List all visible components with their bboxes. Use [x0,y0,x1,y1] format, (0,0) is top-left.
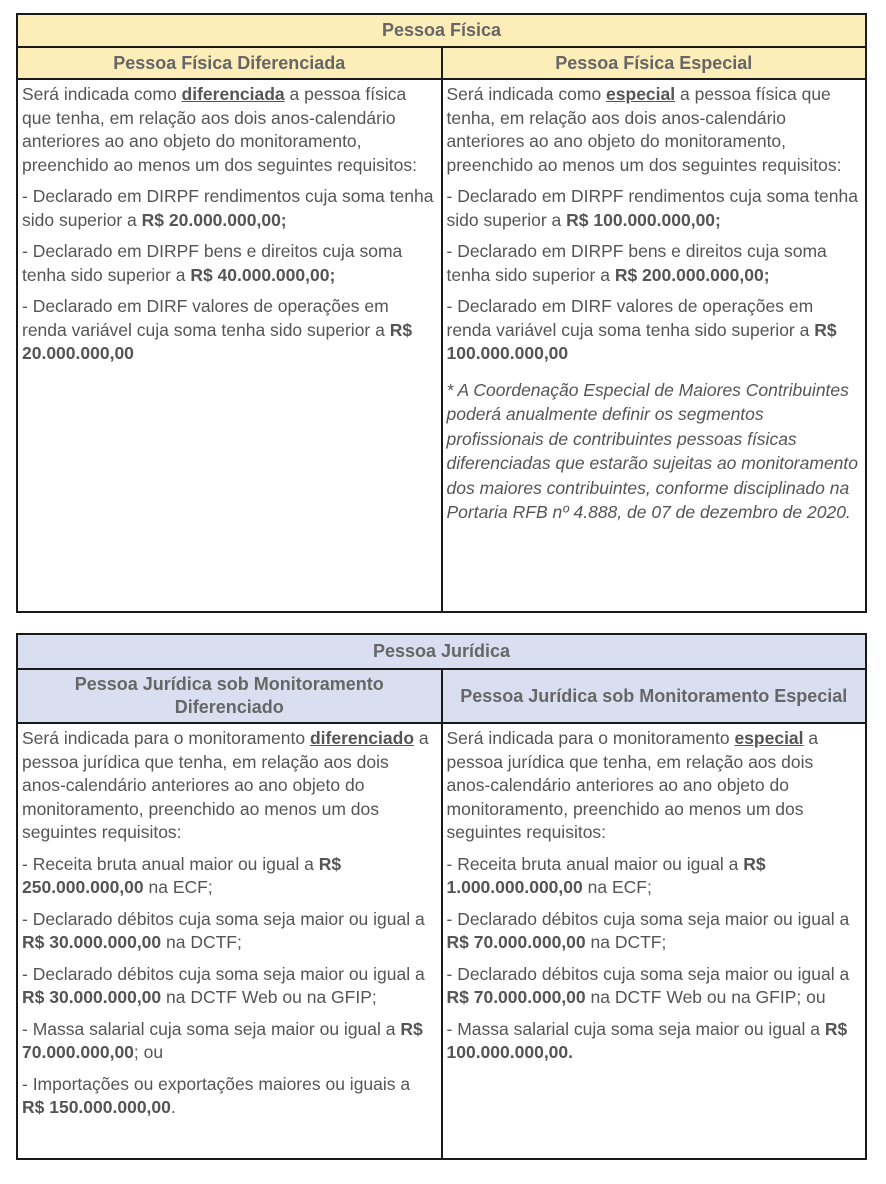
pf-diferenciada-req-1: - Declarado em DIRPF rendimentos cuja soma tenha sido superior a R$ 20.000.000,00; [22,186,434,230]
pessoa-fisica-title: Pessoa Física [17,14,866,47]
pj-diferenciado-req-3: - Declarado débitos cuja soma seja maior ou igual a R$ 30.000.000,00 na DCTF Web ou na GFIP; [22,963,425,1007]
pj-especial-keyword: especial [734,728,804,748]
pf-diferenciada-header: Pessoa Física Diferenciada [17,47,442,79]
pf-especial-note: * A Coordenação Especial de Maiores Contribuintes poderá anualmente definir os segmentos profissionais de contribuintes pessoas físicas diferenciadas que estarão sujeitas ao monitoramento dos maiores contribuintes, conforme disciplinado na Portaria RFB nº 4.888, de 07 de dezembro de 2020. [446,379,858,522]
pf-especial-req-2: - Declarado em DIRPF bens e direitos cuja soma tenha sido superior a R$ 200.000.000,00; [446,241,827,285]
pj-especial-req-1: - Receita bruta anual maior ou igual a R$ 1.000.000.000,00 na ECF; [446,853,766,897]
pj-especial-req-2: - Declarado débitos cuja soma seja maior ou igual a R$ 70.000.000,00 na DCTF; [446,908,850,952]
pj-diferenciado-req-1: - Receita bruta anual maior ou igual a R$ 250.000.000,00 na ECF; [22,853,342,897]
pj-diferenciado-header: Pessoa Jurídica sob Monitoramento Diferenciado [17,669,442,723]
pj-especial-cell [442,723,867,1159]
pj-diferenciado-intro: Será indicada para o monitoramento diferenciado a pessoa jurídica que tenha, em relação aos dois anos-calendário anteriores ao ano objeto do monitoramento, preenchido ao menos um dos seguintes requisitos: [22,728,429,842]
pf-especial-req-3: - Declarado em DIRF valores de operações em renda variável cuja soma tenha sido superior a R$ 100.000.000,00 [446,296,837,363]
pj-diferenciado-req-2: - Declarado débitos cuja soma seja maior ou igual a R$ 30.000.000,00 na DCTF; [22,908,425,952]
pj-especial-req-4: - Massa salarial cuja soma seja maior ou igual a R$ 100.000.000,00. [446,1018,848,1062]
pj-diferenciado-keyword: diferenciado [309,728,415,748]
pj-diferenciado-req-4: - Massa salarial cuja soma seja maior ou igual a R$ 70.000.000,00; ou [22,1018,423,1062]
pf-diferenciada-keyword: diferenciada [181,84,285,104]
pessoa-juridica-table [16,633,867,1160]
pf-especial-intro: Será indicada como especial a pessoa física que tenha, em relação aos dois anos-calendário anteriores ao ano objeto do monitoramento, preenchido ao menos um dos seguintes requisitos: [446,84,842,175]
pj-especial-header: Pessoa Jurídica sob Monitoramento Especial [442,669,867,723]
pf-especial-req-1: - Declarado em DIRPF rendimentos cuja soma tenha sido superior a R$ 100.000.000,00; [446,186,858,230]
pj-especial-intro: Será indicada para o monitoramento especial a pessoa jurídica que tenha, em relação aos dois anos-calendário anteriores ao ano objeto do monitoramento, preenchido ao menos um dos seguintes requisitos: [446,728,819,842]
pf-especial-cell [442,79,867,612]
pj-diferenciado-req-5: - Importações ou exportações maiores ou iguais a R$ 150.000.000,00. [22,1073,411,1117]
pf-diferenciada-req-3: - Declarado em DIRF valores de operações em renda variável cuja soma tenha sido superior a R$ 20.000.000,00 [22,296,413,363]
pf-diferenciada-cell [17,79,442,612]
pessoa-juridica-title: Pessoa Jurídica [17,634,866,669]
pessoa-fisica-table [16,13,867,613]
pf-diferenciada-req-2: - Declarado em DIRPF bens e direitos cuja soma tenha sido superior a R$ 40.000.000,00; [22,241,403,285]
pf-especial-keyword: especial [606,84,676,104]
pf-diferenciada-intro: Será indicada como diferenciada a pessoa física que tenha, em relação aos dois anos-calendário anteriores ao ano objeto do monitoramento, preenchido ao menos um dos seguintes requisitos: [22,84,417,175]
pj-especial-req-3: - Declarado débitos cuja soma seja maior ou igual a R$ 70.000.000,00 na DCTF Web ou na GFIP; ou [446,963,850,1007]
pf-especial-header: Pessoa Física Especial [442,47,867,79]
pj-diferenciado-cell [17,723,442,1159]
